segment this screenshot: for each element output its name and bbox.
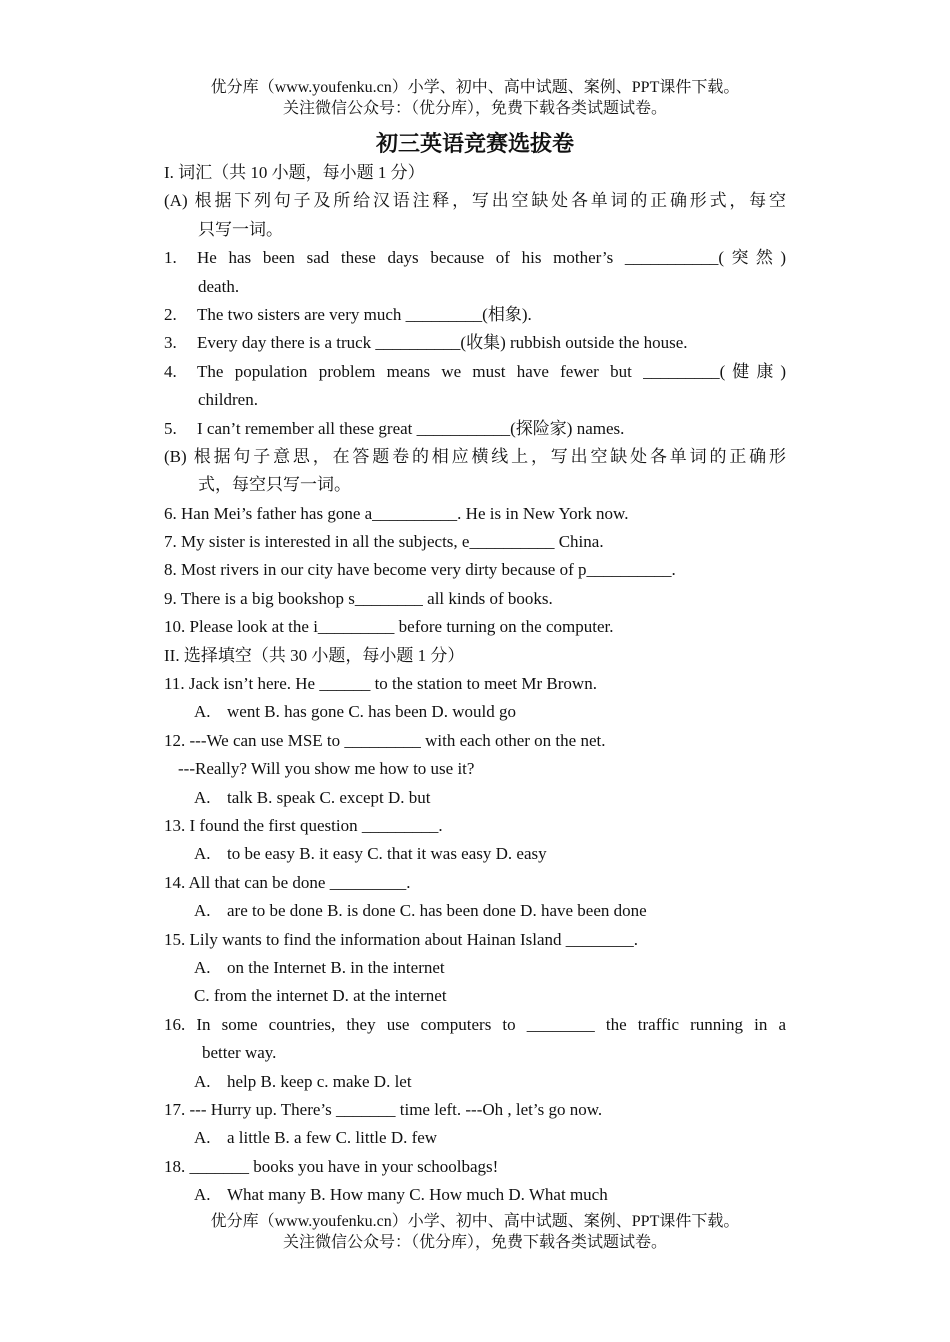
question-2-number: 2.	[164, 304, 177, 324]
option-a-label: A.	[194, 901, 211, 921]
question-11: 11. Jack isn’t here. He ______ to the station to meet Mr Brown.	[164, 674, 597, 694]
options-text: went B. has gone C. has been D. would go	[227, 702, 516, 722]
question-15: 15. Lily wants to find the information about Hainan Island ________.	[164, 929, 639, 949]
question-1-text: He has been sad these days because of his mother’s ___________(突然)	[197, 248, 786, 268]
option-a-label: A.	[194, 1185, 211, 1205]
page-footer	[0, 1211, 950, 1253]
question-3-text: Every day there is a truck __________(收集) rubbish outside the house.	[197, 333, 688, 353]
header-line-2: 关注微信公众号：（优分库），免费下载各类试题试卷。	[282, 100, 667, 117]
option-a-label: A.	[194, 1128, 211, 1148]
option-a-label: A.	[194, 787, 211, 807]
footer-line-2: 关注微信公众号：（优分库），免费下载各类试题试卷。	[282, 1234, 667, 1251]
question-4-text: The population problem means we must have fewer but _________(健康)	[197, 361, 786, 381]
question-4	[164, 358, 786, 386]
part-b-instructions-line-1: (B) 根据句子意思，在答题卷的相应横线上，写出空缺处各单词的正确形	[164, 446, 786, 466]
question-16-continuation: better way.	[202, 1043, 277, 1063]
question-16-options	[164, 1068, 786, 1096]
question-2	[164, 301, 786, 329]
question-12-options	[164, 784, 786, 812]
section-2-heading: II. 选择填空（共 30 小题，每小题 1 分）	[164, 645, 465, 665]
document-body	[164, 159, 786, 1209]
part-a-instructions-line-2: 只写一词。	[198, 219, 283, 239]
question-4-number: 4.	[164, 361, 177, 381]
question-17: 17. --- Hurry up. There’s _______ time left. ---Oh , let’s go now.	[164, 1099, 603, 1119]
question-10: 10. Please look at the i_________ before turning on the computer.	[164, 617, 614, 637]
question-18: 18. _______ books you have in your schoolbags!	[164, 1156, 499, 1176]
question-1	[164, 244, 786, 272]
part-a-instructions-line-1: (A) 根据下列句子及所给汉语注释，写出空缺处各单词的正确形式，每空	[164, 191, 786, 211]
options-text: to be easy B. it easy C. that it was easy D. easy	[227, 844, 547, 864]
option-a-label: A.	[194, 1071, 211, 1091]
question-3	[164, 329, 786, 357]
question-15-options-2: C. from the internet D. at the internet	[194, 986, 447, 1006]
question-9: 9. There is a big bookshop s________ all kinds of books.	[164, 588, 553, 608]
question-11-options	[164, 698, 786, 726]
question-5-text: I can’t remember all these great ___________(探险家) names.	[197, 418, 625, 438]
options-text: help B. keep c. make D. let	[227, 1071, 412, 1091]
question-3-number: 3.	[164, 333, 177, 353]
question-2-text: The two sisters are very much _________(相象).	[197, 304, 532, 324]
question-5-number: 5.	[164, 418, 177, 438]
footer-line-1: 优分库（www.youfenku.cn）小学、初中、高中试题、案例、PPT课件下载。	[210, 1213, 740, 1230]
option-a-label: A.	[194, 844, 211, 864]
question-1-continuation: death.	[198, 276, 240, 296]
question-13: 13. I found the first question _________.	[164, 815, 443, 835]
question-8: 8. Most rivers in our city have become very dirty because of p__________.	[164, 560, 676, 580]
question-14: 14. All that can be done _________.	[164, 872, 411, 892]
header-line-1: 优分库（www.youfenku.cn）小学、初中、高中试题、案例、PPT课件下载。	[210, 79, 740, 96]
question-12: 12. ---We can use MSE to _________ with each other on the net.	[164, 730, 606, 750]
question-15-options-1	[164, 954, 786, 982]
question-18-options	[164, 1181, 786, 1209]
page-header	[0, 77, 950, 119]
options-text: What many B. How many C. How much D. What much	[227, 1185, 608, 1205]
question-17-options	[164, 1124, 786, 1152]
part-b-instructions-line-2: 式，每空只写一词。	[198, 475, 351, 495]
section-1-heading: I. 词汇（共 10 小题，每小题 1 分）	[164, 163, 425, 182]
option-a-label: A.	[194, 957, 211, 977]
document-title: 初三英语竞赛选拔卷	[375, 132, 574, 157]
question-6: 6. Han Mei’s father has gone a__________. He is in New York now.	[164, 503, 629, 523]
question-7: 7. My sister is interested in all the subjects, e__________ China.	[164, 532, 604, 552]
question-5	[164, 415, 786, 443]
question-14-options	[164, 897, 786, 925]
options-text: a little B. a few C. little D. few	[227, 1128, 438, 1148]
options-text: are to be done B. is done C. has been done D. have been done	[227, 901, 647, 921]
question-1-number: 1.	[164, 248, 177, 268]
question-4-continuation: children.	[198, 390, 258, 410]
question-16: 16. In some countries, they use computers to ________ the traffic running in a	[164, 1014, 786, 1034]
options-text: talk B. speak C. except D. but	[227, 787, 431, 807]
option-a-label: A.	[194, 702, 211, 722]
question-13-options	[164, 840, 786, 868]
options-text: on the Internet B. in the internet	[227, 957, 445, 977]
question-12-reply: ---Really? Will you show me how to use it?	[178, 759, 475, 779]
